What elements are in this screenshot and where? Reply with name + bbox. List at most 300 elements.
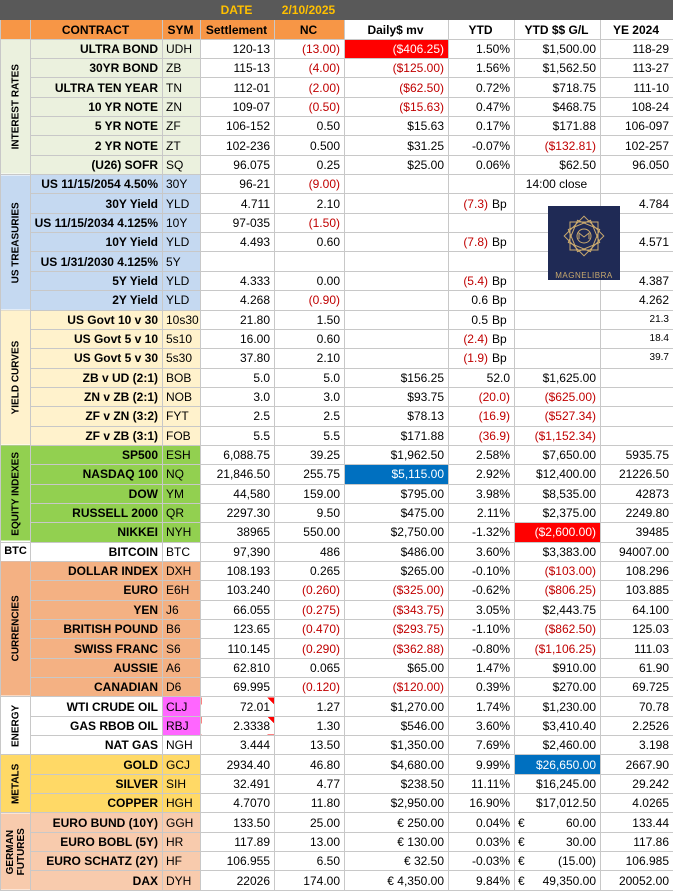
ytd: 2.11% xyxy=(449,503,515,522)
gl-value: (15.00) xyxy=(558,854,596,868)
daily-mv-header: Daily$ mv xyxy=(345,20,449,39)
ye-2024: 64.100 xyxy=(601,600,673,619)
settlement: 4.333 xyxy=(201,271,275,290)
net-change: 5.5 xyxy=(275,426,345,445)
net-change: (0.260) xyxy=(275,581,345,600)
symbol: 10Y xyxy=(163,213,201,232)
symbol: NYH xyxy=(163,523,201,542)
ytd xyxy=(449,349,515,368)
contract-name: ZN v ZB (2:1) xyxy=(31,387,163,406)
daily-mv: € 250.00 xyxy=(345,813,449,832)
daily-mv xyxy=(345,175,449,194)
net-change: (0.470) xyxy=(275,620,345,639)
daily-mv: $78.13 xyxy=(345,407,449,426)
ytd: 16.90% xyxy=(449,794,515,813)
ye-2024: 61.90 xyxy=(601,658,673,677)
contract-name: YEN xyxy=(31,600,163,619)
ytd xyxy=(449,271,515,290)
symbol: DXH xyxy=(163,561,201,580)
contract-name: EURO xyxy=(31,581,163,600)
daily-mv: $156.25 xyxy=(345,368,449,387)
net-change: 13.00 xyxy=(275,832,345,851)
daily-mv: ($125.00) xyxy=(345,59,449,78)
settlement: 2.3338 xyxy=(201,716,275,735)
table-row xyxy=(1,813,673,832)
bp-unit: Bp xyxy=(488,333,510,345)
contract-name: GOLD xyxy=(31,755,163,774)
contract-name: WTI CRUDE OIL xyxy=(31,697,163,716)
logo-text: MAGNELIBRA xyxy=(548,271,620,280)
symbol: FYT xyxy=(163,407,201,426)
ytd: 3.60% xyxy=(449,716,515,735)
symbol: QR xyxy=(163,503,201,522)
daily-mv: $2,950.00 xyxy=(345,794,449,813)
ytd: 52.0 xyxy=(449,368,515,387)
contract-name: COPPER xyxy=(31,794,163,813)
table-row xyxy=(1,794,673,813)
contract-name: 2Y Yield xyxy=(31,291,163,310)
currency-symbol: € xyxy=(518,836,525,848)
symbol: ZB xyxy=(163,59,201,78)
currency-symbol: € xyxy=(518,875,525,887)
net-change: 2.10 xyxy=(275,349,345,368)
header-row xyxy=(1,20,673,39)
contract-name: ULTRA TEN YEAR xyxy=(31,78,163,97)
ytd: -1.10% xyxy=(449,620,515,639)
net-change: 486 xyxy=(275,542,345,561)
settlement: 112-01 xyxy=(201,78,275,97)
daily-mv: ($293.75) xyxy=(345,620,449,639)
ytd: 0.39% xyxy=(449,678,515,697)
daily-mv: ($62.50) xyxy=(345,78,449,97)
ye-2024: 108.296 xyxy=(601,561,673,580)
settlement: 66.055 xyxy=(201,600,275,619)
daily-mv: € 130.00 xyxy=(345,832,449,851)
ytd: (36.9) xyxy=(449,426,515,445)
ytd-gain-loss: ($2,600.00) xyxy=(515,523,601,542)
ytd: (16.9) xyxy=(449,407,515,426)
settlement: 97,390 xyxy=(201,542,275,561)
net-change: 1.27 xyxy=(275,697,345,716)
ytd xyxy=(449,175,515,194)
symbol: 5Y xyxy=(163,252,201,271)
ye-header: YE 2024 xyxy=(601,20,673,39)
settlement: 32.491 xyxy=(201,774,275,793)
category-label-treasuries: US TREASURIES xyxy=(1,175,31,310)
daily-mv: € 32.50 xyxy=(345,852,449,871)
symbol: BOB xyxy=(163,368,201,387)
daily-mv: $4,680.00 xyxy=(345,755,449,774)
ytd-value: (1.9) xyxy=(463,351,488,365)
ytd-header: YTD xyxy=(449,20,515,39)
ytd-gain-loss: $1,625.00 xyxy=(515,368,601,387)
ytd-value: 0.5 xyxy=(471,313,488,327)
ytd-gain-loss: $910.00 xyxy=(515,658,601,677)
net-change: 174.00 xyxy=(275,871,345,890)
ye-2024: 4.262 xyxy=(601,291,673,310)
symbol: J6 xyxy=(163,600,201,619)
daily-mv xyxy=(345,233,449,252)
table-row xyxy=(1,465,673,484)
daily-mv: $65.00 xyxy=(345,658,449,677)
net-change: 1.50 xyxy=(275,310,345,329)
settlement: 2.5 xyxy=(201,407,275,426)
category-label-german: GERMAN FUTURES xyxy=(1,813,31,890)
settlement: 4.711 xyxy=(201,194,275,213)
table-row xyxy=(1,117,673,136)
net-change: (4.00) xyxy=(275,59,345,78)
contract-name: BRITISH POUND xyxy=(31,620,163,639)
symbol: ZT xyxy=(163,136,201,155)
table-row xyxy=(1,39,673,58)
category-label-curves: YIELD CURVES xyxy=(1,310,31,445)
ytd-gain-loss: $7,650.00 xyxy=(515,445,601,464)
ytd-gain-loss xyxy=(515,349,601,368)
net-change: 159.00 xyxy=(275,484,345,503)
symbol: HGH xyxy=(163,794,201,813)
settlement: 38965 xyxy=(201,523,275,542)
ye-2024: 39485 xyxy=(601,523,673,542)
table-row xyxy=(1,136,673,155)
ytd-gain-loss: ($527.34) xyxy=(515,407,601,426)
net-change: 0.00 xyxy=(275,271,345,290)
settlement: 62.810 xyxy=(201,658,275,677)
sym-header: SYM xyxy=(163,20,201,39)
ytd-gain-loss xyxy=(515,329,601,348)
settlement: 123.65 xyxy=(201,620,275,639)
symbol: 10s30 xyxy=(163,310,201,329)
settlement: 96.075 xyxy=(201,155,275,174)
contract-name: US Govt 5 v 30 xyxy=(31,349,163,368)
daily-mv: $486.00 xyxy=(345,542,449,561)
bp-unit: Bp xyxy=(488,236,510,248)
table-row xyxy=(1,678,673,697)
symbol: CLJ xyxy=(163,697,201,716)
category-label-currencies: CURRENCIES xyxy=(1,561,31,696)
symbol: DYH xyxy=(163,871,201,890)
ytd-gain-loss xyxy=(515,832,601,851)
contract-name: SP500 xyxy=(31,445,163,464)
ytd-gain-loss xyxy=(515,871,601,890)
contract-name: DOW xyxy=(31,484,163,503)
ytd-gain-loss: ($806.25) xyxy=(515,581,601,600)
net-change: (0.275) xyxy=(275,600,345,619)
ye-2024: 111-10 xyxy=(601,78,673,97)
ye-2024 xyxy=(601,387,673,406)
ytd: 1.56% xyxy=(449,59,515,78)
ye-2024: 94007.00 xyxy=(601,542,673,561)
settlement: 103.240 xyxy=(201,581,275,600)
settlement-header: Settlement xyxy=(201,20,275,39)
bp-unit: Bp xyxy=(488,275,510,287)
table-row xyxy=(1,832,673,851)
daily-mv: $265.00 xyxy=(345,561,449,580)
contract-name: DOLLAR INDEX xyxy=(31,561,163,580)
contract-name: 10 YR NOTE xyxy=(31,97,163,116)
ytd: 0.06% xyxy=(449,155,515,174)
table-row xyxy=(1,368,673,387)
settlement: 117.89 xyxy=(201,832,275,851)
daily-mv xyxy=(345,271,449,290)
daily-mv: $238.50 xyxy=(345,774,449,793)
contract-name: US Govt 10 v 30 xyxy=(31,310,163,329)
ye-2024: 69.725 xyxy=(601,678,673,697)
ytd-value: 0.6 xyxy=(471,293,488,307)
ytd-gain-loss: $171.88 xyxy=(515,117,601,136)
ye-2024 xyxy=(601,368,673,387)
settlement: 37.80 xyxy=(201,349,275,368)
symbol: D6 xyxy=(163,678,201,697)
table-row xyxy=(1,523,673,542)
symbol: A6 xyxy=(163,658,201,677)
settlement: 102-236 xyxy=(201,136,275,155)
daily-mv: ($120.00) xyxy=(345,678,449,697)
ytd-gain-loss: $8,535.00 xyxy=(515,484,601,503)
ytd: 0.72% xyxy=(449,78,515,97)
symbol: 5s30 xyxy=(163,349,201,368)
symbol: 30Y xyxy=(163,175,201,194)
date-value: 2/10/2025 xyxy=(275,1,345,20)
contract-name: NASDAQ 100 xyxy=(31,465,163,484)
symbol: GCJ xyxy=(163,755,201,774)
magnelibra-logo xyxy=(548,206,620,280)
net-change: 46.80 xyxy=(275,755,345,774)
daily-mv: $1,350.00 xyxy=(345,736,449,755)
date-label: DATE xyxy=(201,1,275,20)
table-row xyxy=(1,349,673,368)
settlement: 69.995 xyxy=(201,678,275,697)
table-row xyxy=(1,697,673,716)
star-emblem-icon xyxy=(548,206,620,266)
contract-name: ULTRA BOND xyxy=(31,39,163,58)
contract-name: CANADIAN xyxy=(31,678,163,697)
category-label-btc: BTC xyxy=(1,542,31,561)
ytd: 2.92% xyxy=(449,465,515,484)
settlement: 6,088.75 xyxy=(201,445,275,464)
daily-mv xyxy=(345,349,449,368)
settlement: 4.268 xyxy=(201,291,275,310)
gl-value: 60.00 xyxy=(566,816,596,830)
symbol: YLD xyxy=(163,233,201,252)
table-row xyxy=(1,426,673,445)
gl-value: 30.00 xyxy=(566,835,596,849)
ye-2024: 2249.80 xyxy=(601,503,673,522)
ytd-gain-loss: ($132.81) xyxy=(515,136,601,155)
contract-name: SWISS FRANC xyxy=(31,639,163,658)
ye-2024: 29.242 xyxy=(601,774,673,793)
gl-value: 49,350.00 xyxy=(543,874,596,888)
ye-2024: 4.571 xyxy=(601,233,673,252)
contract-name: DAX xyxy=(31,871,163,890)
ytd xyxy=(449,329,515,348)
ytd: -1.32% xyxy=(449,523,515,542)
net-change: 5.0 xyxy=(275,368,345,387)
ye-2024: 42873 xyxy=(601,484,673,503)
net-change: 11.80 xyxy=(275,794,345,813)
contract-name: US 1/31/2030 4.125% xyxy=(31,252,163,271)
daily-mv: $1,270.00 xyxy=(345,697,449,716)
ytd-gain-loss xyxy=(515,291,601,310)
daily-mv: ($362.88) xyxy=(345,639,449,658)
table-row xyxy=(1,407,673,426)
net-change: 550.00 xyxy=(275,523,345,542)
daily-mv: $93.75 xyxy=(345,387,449,406)
table-row xyxy=(1,291,673,310)
ytd-gain-loss: $1,500.00 xyxy=(515,39,601,58)
ye-2024: 96.050 xyxy=(601,155,673,174)
symbol: YLD xyxy=(163,194,201,213)
ye-2024 xyxy=(601,426,673,445)
nc-header: NC xyxy=(275,20,345,39)
net-change: (0.120) xyxy=(275,678,345,697)
net-change: 0.60 xyxy=(275,233,345,252)
ytd-gain-loss: $12,400.00 xyxy=(515,465,601,484)
ytd-gain-loss: $3,410.40 xyxy=(515,716,601,735)
ye-2024: 118-29 xyxy=(601,39,673,58)
ytd-gain-loss: $270.00 xyxy=(515,678,601,697)
settlement: 44,580 xyxy=(201,484,275,503)
table-row xyxy=(1,484,673,503)
contract-name: ZF v ZB (3:1) xyxy=(31,426,163,445)
ytd: 1.47% xyxy=(449,658,515,677)
ytd-gain-loss: $718.75 xyxy=(515,78,601,97)
net-change: 9.50 xyxy=(275,503,345,522)
contract-name: BITCOIN xyxy=(31,542,163,561)
net-change: (2.00) xyxy=(275,78,345,97)
daily-mv: $15.63 xyxy=(345,117,449,136)
ye-2024: 108-24 xyxy=(601,97,673,116)
bp-unit: Bp xyxy=(488,314,510,326)
net-change: 3.0 xyxy=(275,387,345,406)
symbol: GGH xyxy=(163,813,201,832)
contract-name: SILVER xyxy=(31,774,163,793)
ytd-gain-loss: ($103.00) xyxy=(515,561,601,580)
ytd: 1.50% xyxy=(449,39,515,58)
contract-name: US Govt 5 v 10 xyxy=(31,329,163,348)
net-change: 0.065 xyxy=(275,658,345,677)
ytd: 0.47% xyxy=(449,97,515,116)
table-row xyxy=(1,97,673,116)
ye-2024 xyxy=(601,407,673,426)
ytd-gain-loss: $16,245.00 xyxy=(515,774,601,793)
ye-2024: 2667.90 xyxy=(601,755,673,774)
ye-2024: 20052.00 xyxy=(601,871,673,890)
settlement: 96-21 xyxy=(201,175,275,194)
symbol: NGH xyxy=(163,736,201,755)
settlement: 2934.40 xyxy=(201,755,275,774)
settlement: 109-07 xyxy=(201,97,275,116)
date-row xyxy=(1,1,673,20)
ytd xyxy=(449,310,515,329)
contract-name: EURO BOBL (5Y) xyxy=(31,832,163,851)
net-change: 2.5 xyxy=(275,407,345,426)
daily-mv xyxy=(345,310,449,329)
ytd-gain-loss: ($862.50) xyxy=(515,620,601,639)
ytd-gain-loss: 14:00 close xyxy=(515,175,601,194)
ytd-gain-loss: ($625.00) xyxy=(515,387,601,406)
table-row xyxy=(1,542,673,561)
ye-2024: 4.387 xyxy=(601,271,673,290)
settlement: 3.444 xyxy=(201,736,275,755)
net-change: 39.25 xyxy=(275,445,345,464)
bp-unit: Bp xyxy=(488,294,510,306)
category-label-rates: INTEREST RATES xyxy=(1,39,31,174)
daily-mv: $546.00 xyxy=(345,716,449,735)
ytd: -0.10% xyxy=(449,561,515,580)
contract-name: US 11/15/2034 4.125% xyxy=(31,213,163,232)
ye-2024: 106-097 xyxy=(601,117,673,136)
settlement: 3.0 xyxy=(201,387,275,406)
ytd: 0.17% xyxy=(449,117,515,136)
contract-name: NIKKEI xyxy=(31,523,163,542)
bp-unit: Bp xyxy=(488,352,510,364)
ytd: -0.80% xyxy=(449,639,515,658)
symbol: ZF xyxy=(163,117,201,136)
contract-name: 2 YR NOTE xyxy=(31,136,163,155)
symbol: NOB xyxy=(163,387,201,406)
symbol: SIH xyxy=(163,774,201,793)
ye-2024: 102-257 xyxy=(601,136,673,155)
daily-mv: $475.00 xyxy=(345,503,449,522)
daily-mv: ($325.00) xyxy=(345,581,449,600)
contract-name: GAS RBOB OIL xyxy=(31,716,163,735)
net-change: (13.00) xyxy=(275,39,345,58)
ytd-gain-loss: $468.75 xyxy=(515,97,601,116)
ytd-gl-header: YTD $$ G/L xyxy=(515,20,601,39)
ytd-gain-loss: $26,650.00 xyxy=(515,755,601,774)
table-row xyxy=(1,774,673,793)
net-change: 0.60 xyxy=(275,329,345,348)
daily-mv: ($15.63) xyxy=(345,97,449,116)
settlement: 106-152 xyxy=(201,117,275,136)
symbol: SQ xyxy=(163,155,201,174)
table-row xyxy=(1,175,673,194)
table-row xyxy=(1,78,673,97)
ytd-gain-loss: ($1,152.34) xyxy=(515,426,601,445)
ytd-gain-loss xyxy=(515,852,601,871)
net-change: 255.75 xyxy=(275,465,345,484)
net-change: (0.90) xyxy=(275,291,345,310)
daily-mv xyxy=(345,329,449,348)
ye-2024: 70.78 xyxy=(601,697,673,716)
ytd xyxy=(449,291,515,310)
ytd: 11.11% xyxy=(449,774,515,793)
ye-2024: 3.198 xyxy=(601,736,673,755)
settlement: 115-13 xyxy=(201,59,275,78)
table-row xyxy=(1,716,673,735)
contract-name: US 11/15/2054 4.50% xyxy=(31,175,163,194)
table-row xyxy=(1,445,673,464)
net-change: (1.50) xyxy=(275,213,345,232)
table-row xyxy=(1,310,673,329)
daily-mv: $2,750.00 xyxy=(345,523,449,542)
ytd: 9.84% xyxy=(449,871,515,890)
settlement xyxy=(201,252,275,271)
ye-2024 xyxy=(601,175,673,194)
table-row xyxy=(1,503,673,522)
settlement: 108.193 xyxy=(201,561,275,580)
settlement: 97-035 xyxy=(201,213,275,232)
net-change: 0.50 xyxy=(275,117,345,136)
header-blank xyxy=(1,1,31,20)
table-row xyxy=(1,561,673,580)
daily-mv: € 4,350.00 xyxy=(345,871,449,890)
net-change: 6.50 xyxy=(275,852,345,871)
ye-2024: 106.985 xyxy=(601,852,673,871)
daily-mv: ($406.25) xyxy=(345,39,449,58)
table-row xyxy=(1,155,673,174)
ye-2024: 111.03 xyxy=(601,639,673,658)
